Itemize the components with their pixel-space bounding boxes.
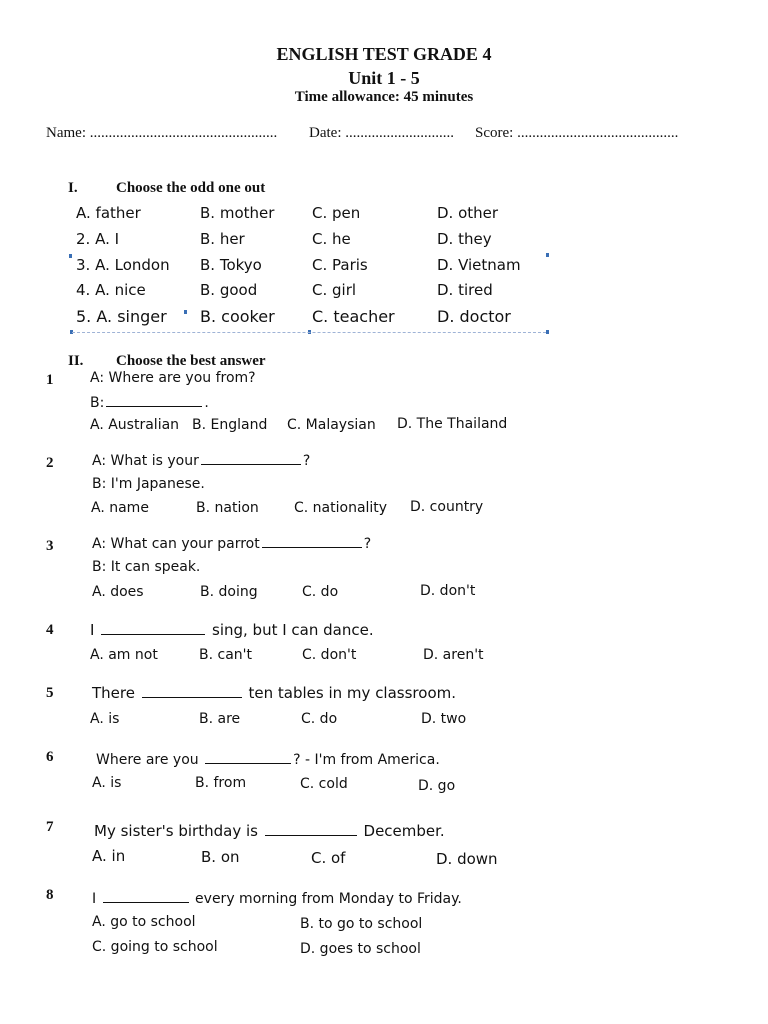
question-4-line-1 — [90, 621, 374, 639]
section-2-heading — [68, 353, 266, 370]
question-number: 4 — [46, 622, 54, 638]
section-2-title: Choose the best answer — [116, 353, 266, 369]
answer-blank — [262, 535, 362, 548]
sentence-end: ? — [363, 536, 372, 552]
odd-option: C. Paris — [312, 256, 368, 274]
option: A. is — [90, 711, 120, 727]
option: D. don't — [420, 583, 476, 599]
selection-handle[interactable] — [69, 254, 72, 258]
odd-option: B. good — [200, 281, 258, 299]
section-1-title: Choose the odd one out — [116, 180, 266, 196]
option: C. don't — [302, 647, 357, 663]
score-field: Score: ........................................... — [475, 125, 679, 141]
question-text-end: ten tables in my classroom. — [248, 684, 456, 702]
sentence-end: . — [204, 395, 209, 411]
question-2-line-2: B: I'm Japanese. — [92, 476, 205, 492]
odd-option: 3. A. London — [76, 256, 170, 274]
option: C. do — [302, 584, 339, 600]
option: A. is — [92, 775, 122, 791]
odd-option: B. her — [200, 230, 245, 248]
odd-option: C. he — [312, 230, 351, 248]
odd-option: A. father — [76, 204, 141, 222]
question-text-end: sing, but I can dance. — [212, 621, 374, 639]
option: B. are — [199, 711, 241, 727]
question-3-line-1 — [92, 535, 371, 552]
question-number: 8 — [46, 887, 54, 903]
option: C. of — [311, 849, 346, 867]
option: B. to go to school — [300, 916, 423, 932]
date-field: Date: ............................. — [309, 125, 454, 141]
question-number: 3 — [46, 538, 54, 554]
question-5-line-1 — [92, 684, 456, 702]
option: D. goes to school — [300, 941, 421, 957]
question-text: Where are you — [96, 752, 199, 768]
speaker-label: B: — [90, 395, 105, 411]
question-text: I — [90, 621, 95, 639]
selection-handle[interactable] — [546, 253, 549, 257]
odd-option: 5. A. singer — [76, 307, 167, 326]
question-6-line-1 — [96, 751, 440, 768]
question-number: 7 — [46, 819, 54, 835]
question-2-line-1 — [92, 452, 310, 469]
question-text-end: December. — [363, 822, 445, 840]
option: A. name — [91, 500, 149, 516]
odd-option: D. Vietnam — [437, 256, 521, 274]
question-number: 2 — [46, 455, 54, 471]
option: A. in — [92, 847, 126, 865]
option: B. doing — [200, 584, 258, 600]
answer-blank — [265, 823, 357, 836]
odd-option: B. mother — [200, 204, 275, 222]
odd-option: 4. A. nice — [76, 281, 146, 299]
odd-one-out-table — [70, 200, 550, 332]
question-text-end: every morning from Monday to Friday. — [195, 891, 462, 907]
option: B. on — [201, 848, 240, 866]
option: D. two — [421, 711, 467, 727]
option: B. from — [195, 775, 247, 791]
option: C. going to school — [92, 939, 218, 955]
answer-blank — [103, 890, 189, 903]
odd-option: C. teacher — [312, 307, 395, 326]
answer-blank — [201, 452, 301, 465]
option: B. can't — [199, 647, 252, 663]
odd-option: D. other — [437, 204, 499, 222]
option: C. cold — [300, 776, 348, 792]
question-1-line-1: A: Where are you from? — [90, 370, 256, 386]
odd-option: D. they — [437, 230, 492, 248]
question-1-line-2 — [90, 394, 209, 411]
question-text: My sister's birthday is — [94, 822, 258, 840]
answer-blank — [106, 394, 202, 407]
odd-option: C. pen — [312, 204, 361, 222]
question-7-line-1 — [94, 822, 445, 840]
option: D. go — [418, 778, 456, 794]
selection-border — [72, 332, 546, 333]
question-text: There — [92, 684, 135, 702]
question-8-line-1 — [92, 890, 462, 907]
name-field: Name: .................................................. — [46, 125, 278, 141]
option: D. The Thailand — [397, 416, 508, 432]
option: C. nationality — [294, 500, 388, 516]
time-allowance: Time allowance: 45 minutes — [294, 89, 474, 105]
option: A. Australian — [90, 417, 180, 433]
section-1-heading — [68, 180, 265, 197]
option: D. country — [410, 499, 484, 515]
option: D. aren't — [423, 647, 484, 663]
odd-option: B. cooker — [200, 307, 275, 326]
option: D. down — [436, 850, 498, 868]
option: A. go to school — [92, 914, 196, 930]
section-1-number: I. — [68, 180, 78, 196]
question-text: A: What is your — [92, 453, 199, 469]
answer-blank — [142, 685, 242, 698]
odd-option: D. doctor — [437, 307, 511, 326]
option: C. do — [301, 711, 338, 727]
test-title: ENGLISH TEST GRADE 4 — [276, 44, 492, 64]
unit-range: Unit 1 - 5 — [348, 68, 420, 88]
odd-option: C. girl — [312, 281, 357, 299]
option: C. Malaysian — [287, 417, 376, 433]
sentence-end: ? — [302, 453, 311, 469]
option: A. does — [92, 584, 144, 600]
answer-blank — [205, 751, 291, 764]
question-number: 1 — [46, 372, 54, 388]
odd-option: D. tired — [437, 281, 493, 299]
odd-option: B. Tokyo — [200, 256, 262, 274]
option: B. England — [192, 417, 268, 433]
odd-option: 2. A. I — [76, 230, 120, 248]
option: A. am not — [90, 647, 158, 663]
answer-blank — [101, 622, 205, 635]
option: B. nation — [196, 500, 259, 516]
question-3-line-2: B: It can speak. — [92, 559, 201, 575]
question-number: 5 — [46, 685, 54, 701]
question-number: 6 — [46, 749, 54, 765]
selection-handle[interactable] — [184, 310, 187, 314]
section-2-number: II. — [68, 353, 84, 369]
selection-handle[interactable] — [546, 330, 549, 334]
question-text: A: What can your parrot — [92, 536, 260, 552]
question-text: I — [92, 891, 97, 907]
question-text-end: ? - I'm from America. — [293, 752, 440, 768]
